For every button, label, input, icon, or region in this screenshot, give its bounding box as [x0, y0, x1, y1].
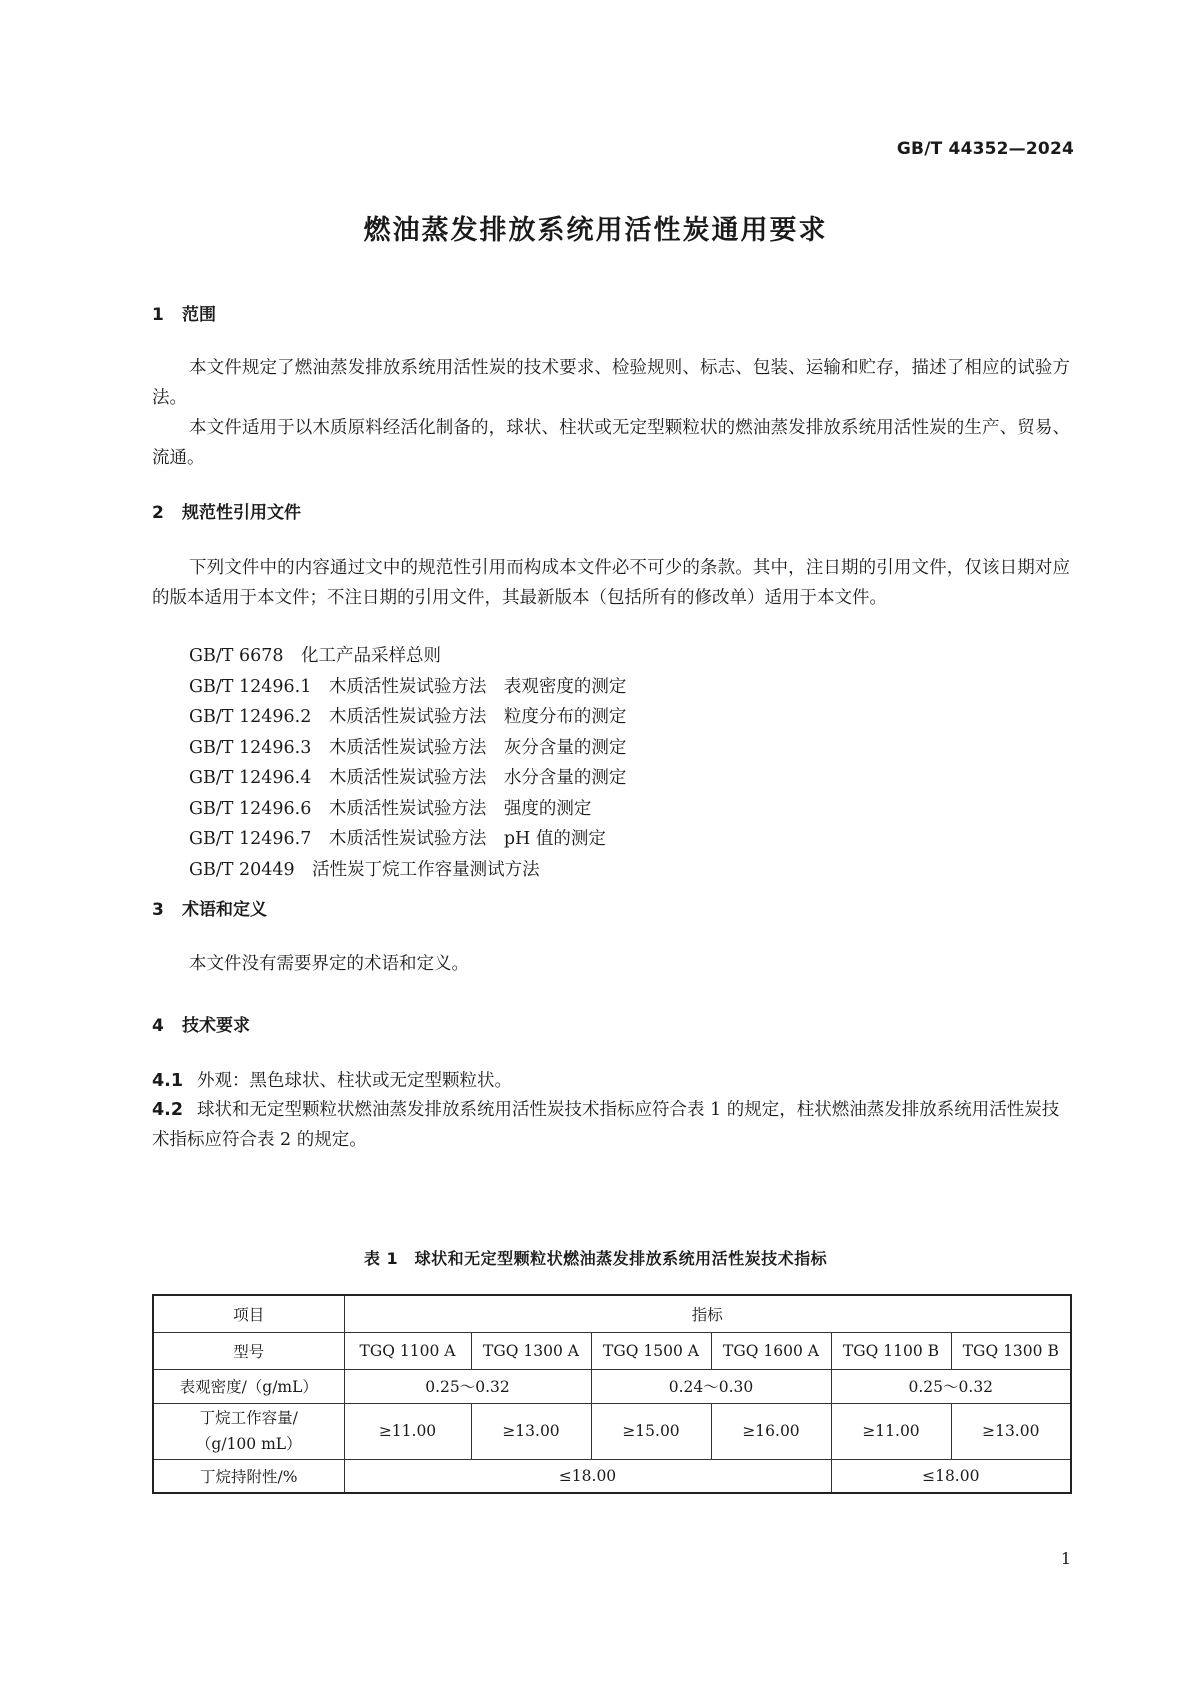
table-cell: ≥15.00	[591, 1403, 711, 1459]
table-1	[152, 1294, 1072, 1494]
paragraph: 本文件没有需要界定的术语和定义。	[189, 954, 469, 974]
clause-text: 球状和无定型颗粒状燃油蒸发排放系统用活性炭技术指标应符合表 1 的规定，柱状燃油蒸发排放系统用活性炭技术指标应符合表 2 的规定。	[152, 1100, 1060, 1150]
table-cell: ≤18.00	[344, 1459, 831, 1493]
table-cell: ≤18.00	[831, 1459, 1071, 1493]
document-title: 燃油蒸发排放系统用活性炭通用要求	[363, 215, 828, 246]
table-cell: 0.24～0.30	[591, 1369, 831, 1403]
reference-list	[189, 641, 626, 885]
page-number: 1	[1060, 1549, 1071, 1568]
section-2-intro	[152, 553, 1070, 613]
reference-item: GB/T 6678 化工产品采样总则	[189, 646, 442, 666]
section-1-body	[152, 353, 1070, 473]
table-cell: 丁烷持附性/%	[153, 1459, 344, 1493]
table-cell: ≥11.00	[344, 1403, 471, 1459]
section-number: 4	[152, 1016, 164, 1036]
table-cell: TGQ 1100 A	[344, 1332, 471, 1369]
section-2-heading	[152, 498, 301, 523]
reference-item: GB/T 20449 活性炭丁烷工作容量测试方法	[189, 859, 540, 880]
section-number: 3	[152, 900, 164, 920]
table-row	[153, 1403, 1071, 1459]
table-header-cell: 指标	[344, 1295, 1071, 1332]
table-row	[153, 1332, 1071, 1369]
clause-4-1	[152, 1066, 1070, 1096]
reference-item: GB/T 12496.3 木质活性炭试验方法 灰分含量的测定	[189, 737, 627, 758]
section-title: 术语和定义	[182, 900, 267, 920]
table-cell: ≥13.00	[471, 1403, 591, 1459]
reference-item: GB/T 12496.6 木质活性炭试验方法 强度的测定	[189, 798, 592, 819]
reference-item: GB/T 12496.2 木质活性炭试验方法 粒度分布的测定	[189, 707, 627, 727]
clause-text: 外观：黑色球状、柱状或无定型颗粒状。	[197, 1071, 513, 1091]
section-title: 范围	[182, 305, 216, 325]
table-cell: 型号	[153, 1332, 344, 1369]
table-cell: ≥11.00	[831, 1403, 951, 1459]
table-cell: TGQ 1300 A	[471, 1332, 591, 1369]
table-row	[153, 1295, 1071, 1332]
table-cell	[153, 1403, 344, 1459]
section-title: 技术要求	[182, 1016, 250, 1036]
cell-line: （g/100 mL）	[195, 1435, 302, 1453]
section-4-heading	[152, 1011, 250, 1036]
table-cell: TGQ 1500 A	[591, 1332, 711, 1369]
table-cell: TGQ 1100 B	[831, 1332, 951, 1369]
table-row	[153, 1369, 1071, 1403]
standard-code: GB/T 44352—2024	[896, 139, 1074, 159]
section-number: 2	[152, 503, 164, 523]
section-title: 规范性引用文件	[182, 503, 301, 523]
clause-4-2	[152, 1095, 1070, 1155]
table-1-caption: 表 1 球状和无定型颗粒状燃油蒸发排放系统用活性炭技术指标	[363, 1249, 828, 1268]
table-cell: 0.25～0.32	[344, 1369, 591, 1403]
table-cell: ≥16.00	[711, 1403, 831, 1459]
table-cell: ≥13.00	[951, 1403, 1071, 1459]
section-1-heading	[152, 300, 216, 325]
reference-item: GB/T 12496.7 木质活性炭试验方法 pH 值的测定	[189, 829, 606, 849]
reference-item: GB/T 12496.1 木质活性炭试验方法 表观密度的测定	[189, 676, 627, 697]
table-row	[153, 1459, 1071, 1493]
table-cell: TGQ 1600 A	[711, 1332, 831, 1369]
section-number: 1	[152, 305, 164, 325]
clause-number: 4.1	[152, 1071, 184, 1091]
clause-number: 4.2	[152, 1100, 184, 1120]
table-header-cell: 项目	[153, 1295, 344, 1332]
table-cell: TGQ 1300 B	[951, 1332, 1071, 1369]
paragraph: 本文件适用于以木质原料经活化制备的，球状、柱状或无定型颗粒状的燃油蒸发排放系统用活性炭的生产、贸易、流通。	[152, 418, 1070, 468]
section-3-body	[152, 949, 1070, 979]
section-3-heading	[152, 895, 267, 920]
table-cell: 0.25～0.32	[831, 1369, 1071, 1403]
reference-item: GB/T 12496.4 木质活性炭试验方法 水分含量的测定	[189, 768, 627, 788]
table-cell: 表观密度/（g/mL）	[153, 1369, 344, 1403]
paragraph: 本文件规定了燃油蒸发排放系统用活性炭的技术要求、检验规则、标志、包装、运输和贮存，描述了相应的试验方法。	[152, 358, 1070, 408]
cell-line: 丁烷工作容量/	[199, 1409, 298, 1427]
paragraph: 下列文件中的内容通过文中的规范性引用而构成本文件必不可少的条款。其中，注日期的引用文件，仅该日期对应的版本适用于本文件；不注日期的引用文件，其最新版本（包括所有的修改单）适用于本文件。	[152, 558, 1070, 608]
